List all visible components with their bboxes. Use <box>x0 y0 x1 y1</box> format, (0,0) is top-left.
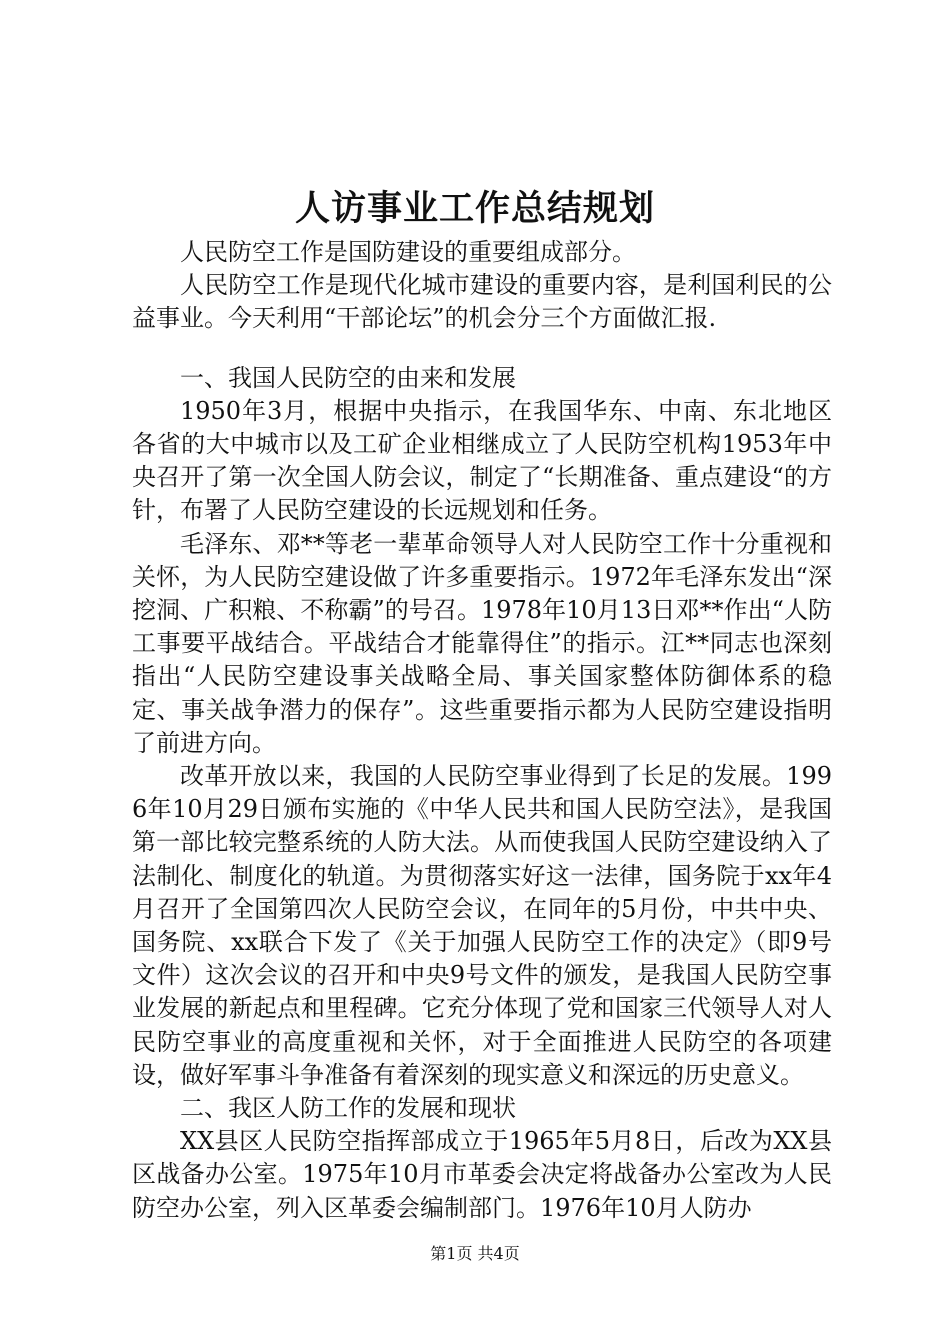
paragraph-history-1950: 1950年3月，根据中央指示，在我国华东、中南、东北地区各省的大中城市以及工矿企业相继成立了人民防空机构1953年中央召开了第一次全国人防会议，制定了“长期准备、重点建设“的方针，布署了人民防空建设的长远规划和任务。 <box>132 396 832 525</box>
section-heading-1: 一、我国人民防空的由来和发展 <box>180 363 516 392</box>
paragraph-intro: 人民防空工作是国防建设的重要组成部分。 <box>180 238 636 266</box>
paragraph-purpose: 人民防空工作是现代化城市建设的重要内容，是利国利民的公益事业。今天利用“干部论坛”的机会分三个方面做汇报. <box>132 271 832 333</box>
page-footer: 第1页 共4页 <box>430 1244 520 1263</box>
section-heading-2: 二、我区人防工作的发展和现状 <box>180 1094 516 1123</box>
paragraph-leaders: 毛泽东、邓**等老一辈革命领导人对人民防空工作十分重视和关怀，为人民防空建设做了许多重要指示。1972年毛泽东发出“深挖洞、广积粮、不称霸”的号召。1978年10月13日邓**作出“人防工事要平战结合。平战结合才能靠得住”的指示。江**同志也深刻指出“人民防空建设事关战略全局、事关国家整体防御体系的稳定、事关战争潜力的保存”。这些重要指示都为人民防空建设指明了前进方向。 <box>132 529 832 757</box>
paragraph-spacer <box>132 336 832 362</box>
document-title: 人访事业工作总结规划 <box>294 188 655 229</box>
paragraph-district-history: XX县区人民防空指挥部成立于1965年5月8日，后改为XX县区战备办公室。1975年10月市革委会决定将战备办公室改为人民防空办公室，列入区革委会编制部门。1976年10月人防办 <box>132 1127 832 1222</box>
paragraph-reform: 改革开放以来，我国的人民防空事业得到了长足的发展。1996年10月29日颁布实施的《中华人民共和国人民防空法》，是我国第一部比较完整系统的人防大法。从而使我国人民防空建设纳入了法制化、制度化的轨道。为贯彻落实好这一法律，国务院于xx年4月召开了全国第四次人民防空会议，在同年的5月份，中共中央、国务院、xx联合下发了《关于加强人民防空工作的决定》（即9号文件）这次会议的召开和中央9号文件的颁发，是我国人民防空事业发展的新起点和里程碑。它充分体现了党和国家三代领导人对人民防空事业的高度重视和关怀，对于全面推进人民防空的各项建设，做好军事斗争准备有着深刻的现实意义和深远的历史意义。 <box>132 762 832 1089</box>
document-body <box>132 236 832 1225</box>
